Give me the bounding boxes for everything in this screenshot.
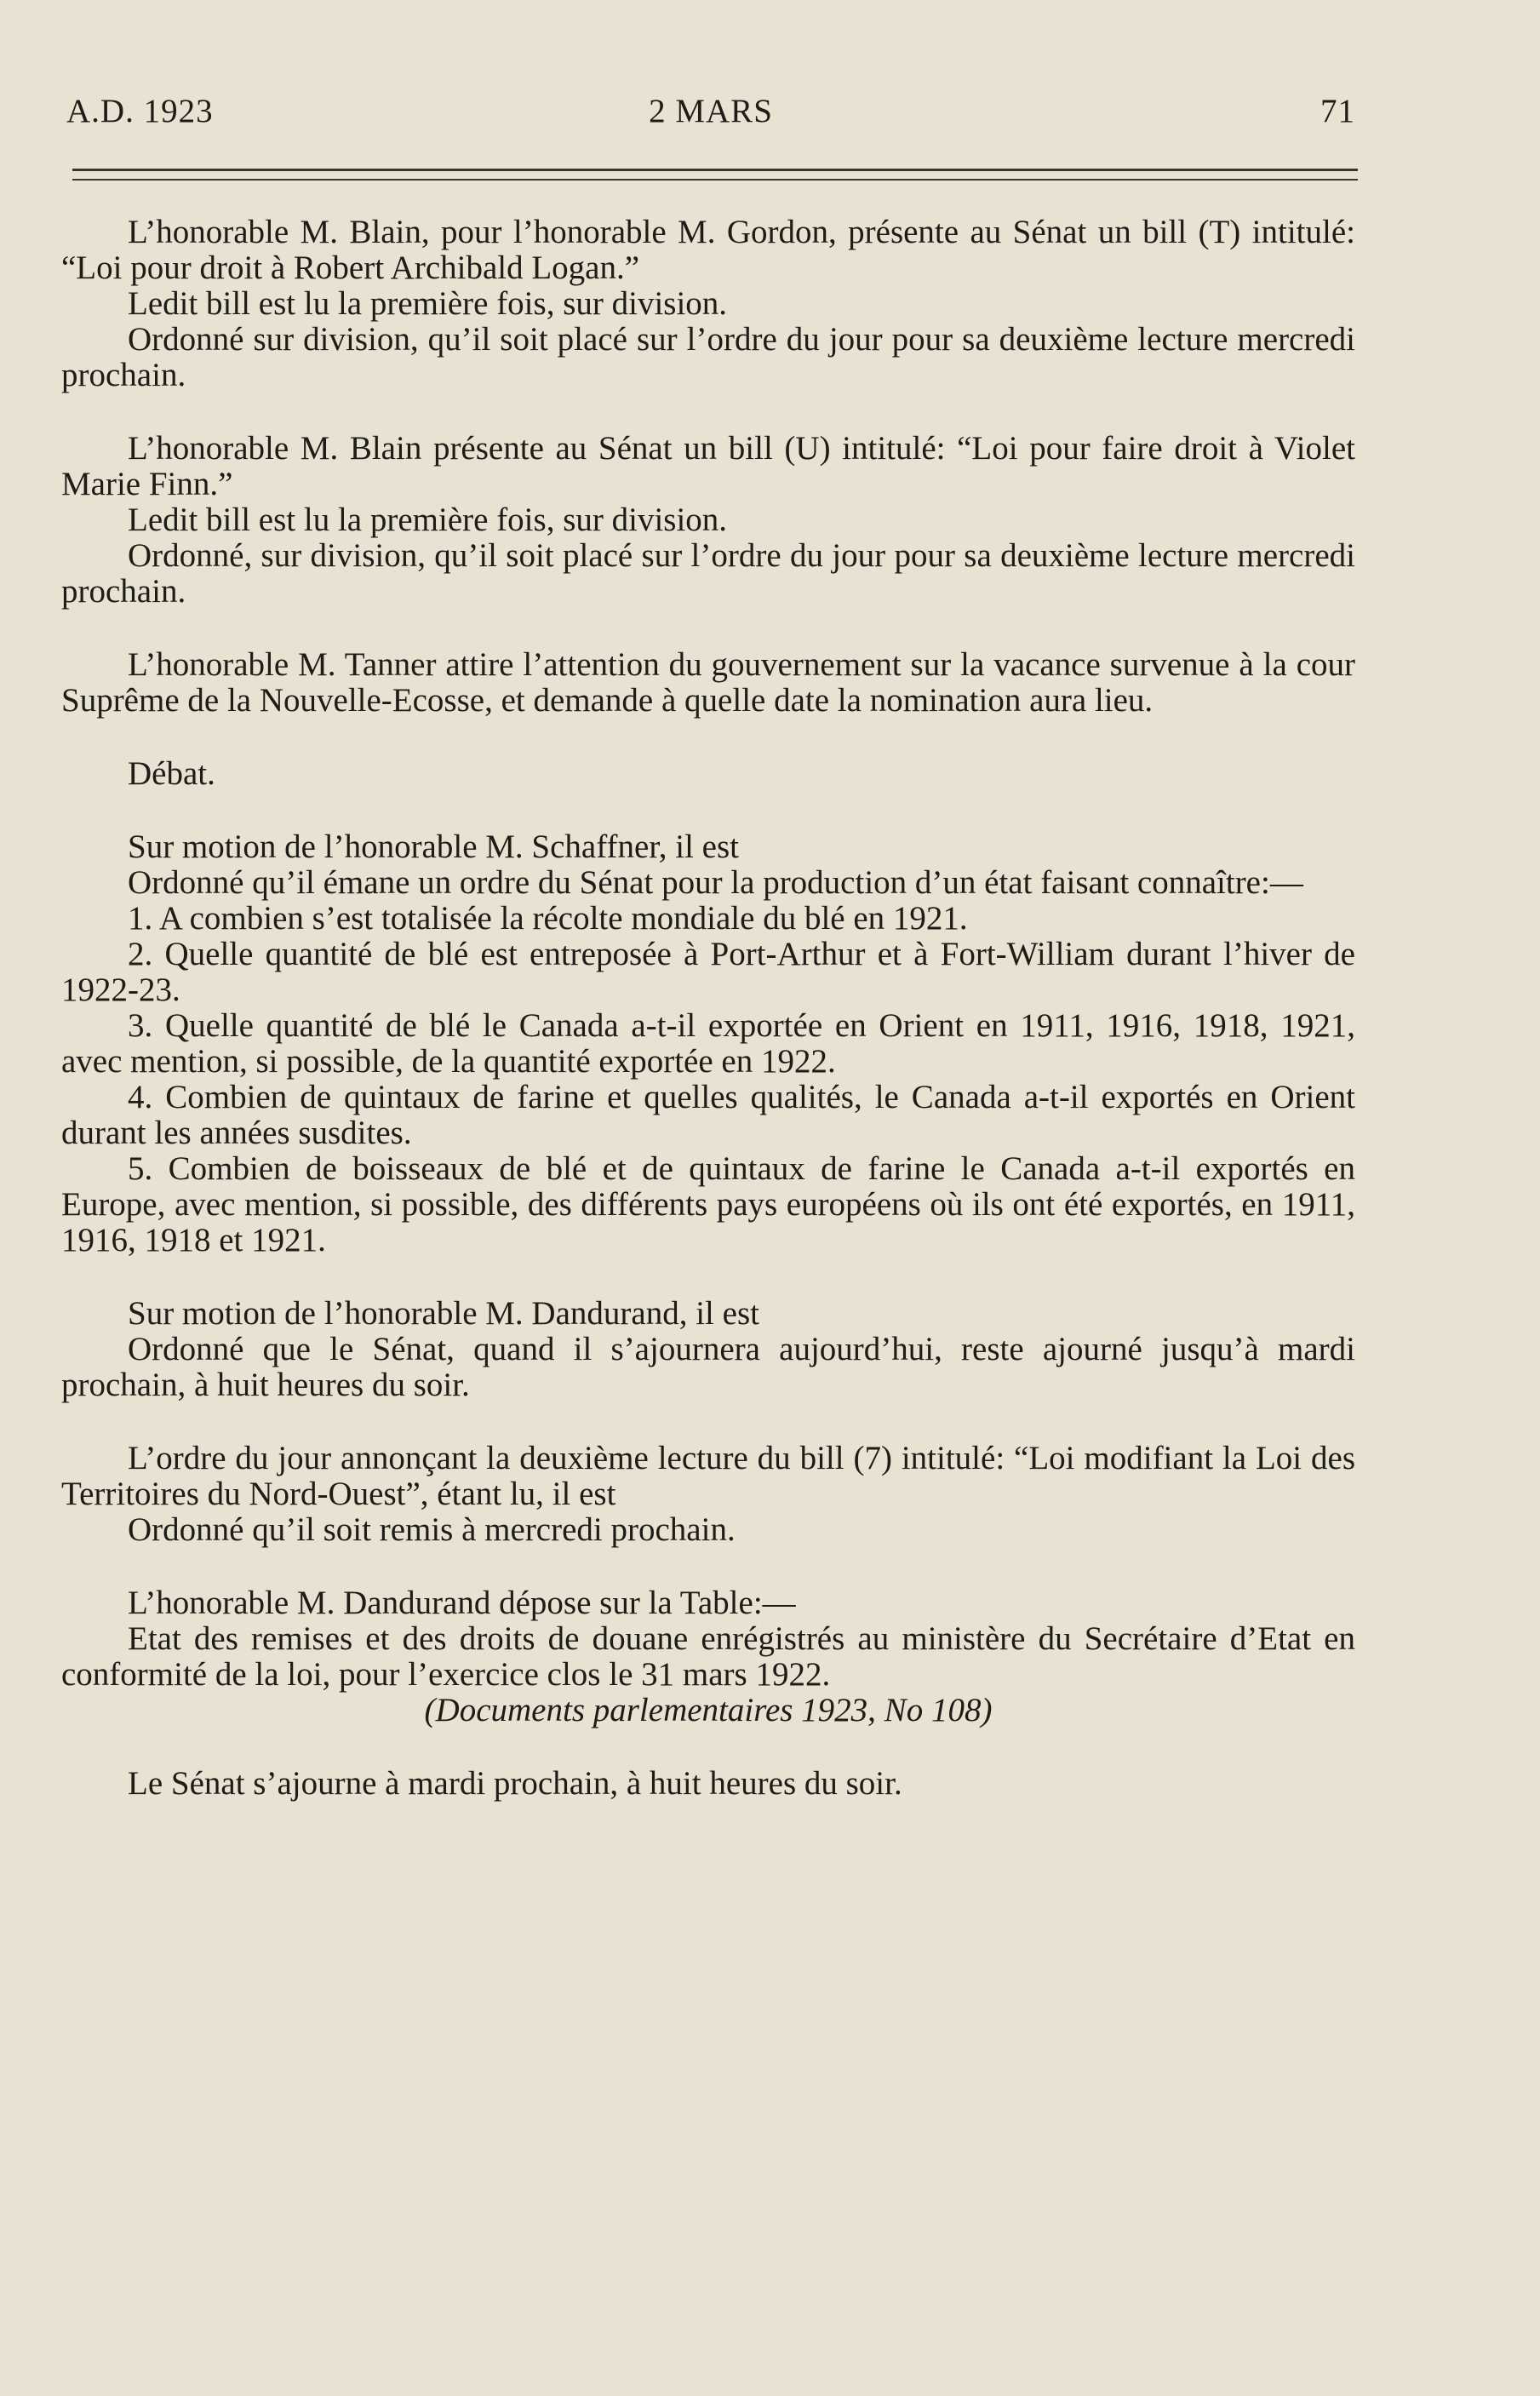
spacer [61,719,1355,756]
header-rule-top [72,169,1358,171]
spacer [61,1258,1355,1296]
page-header [66,92,1355,135]
paragraph: L’honorable M. Blain présente au Sénat un bill (U) intitulé: “Loi pour faire droit à Violet Marie Finn.” [61,430,1355,502]
paragraph: Ordonné sur division, qu’il soit placé sur l’ordre du jour pour sa deuxième lecture mercredi prochain. [61,321,1355,393]
paragraph: L’ordre du jour annonçant la deuxième lecture du bill (7) intitulé: “Loi modifiant la Loi des Territoires du Nord-Ouest”, étant lu, il est [61,1440,1355,1512]
list-item: 4. Combien de quintaux de farine et quelles qualités, le Canada a-t-il exportés en Orient durant les années susdites. [61,1079,1355,1151]
paragraph: Etat des remises et des droits de douane enrégistrés au ministère du Secrétaire d’Etat en conformité de la loi, pour l’exercice clos le 31 mars 1922. [61,1620,1355,1693]
paragraph: L’honorable M. Tanner attire l’attention du gouvernement sur la vacance survenue à la cour Suprême de la Nouvelle-Ecosse, et demande à quelle date la nomination aura lieu. [61,646,1355,719]
header-year: A.D. 1923 [66,93,214,129]
paragraph: Ordonné qu’il soit remis à mercredi prochain. [128,1511,736,1548]
list-item: 5. Combien de boisseaux de blé et de quintaux de farine le Canada a-t-il exportés en Europe, avec mention, si possible, des différents pays européens où ils ont été exportés, en 1911, 1916, 1918 et 1921. [61,1150,1355,1258]
paragraph: Le Sénat s’ajourne à mardi prochain, à huit heures du soir. [128,1765,902,1802]
paragraph: Ordonné, sur division, qu’il soit placé sur l’ordre du jour pour sa deuxième lecture mercredi prochain. [61,537,1355,610]
list-item: 1. A combien s’est totalisée la récolte mondiale du blé en 1921. [128,900,968,937]
spacer [61,393,1355,431]
document-reference: (Documents parlementaires 1923, No 108) [424,1692,993,1728]
paragraph: Sur motion de l’honorable M. Dandurand, il est [128,1295,759,1332]
header-rule-bottom [72,179,1358,181]
paragraph: Ledit bill est lu la première fois, sur division. [128,285,728,322]
paragraph: Sur motion de l’honorable M. Schaffner, il est [128,828,739,865]
list-item: 3. Quelle quantité de blé le Canada a-t-il exportée en Orient en 1911, 1916, 1918, 1921, avec mention, si possible, de la quantité exportée en 1922. [61,1007,1355,1080]
spacer [61,610,1355,647]
paragraph: Ordonné qu’il émane un ordre du Sénat pour la production d’un état faisant connaître:— [128,864,1303,901]
paragraph: Ledit bill est lu la première fois, sur division. [128,502,728,538]
paragraph: L’honorable M. Dandurand dépose sur la Table:— [128,1585,796,1621]
spacer [61,1728,1355,1766]
paragraph: Débat. [128,755,215,792]
spacer [61,1403,1355,1441]
page-number: 71 [1320,93,1355,129]
document-body [61,215,1355,1802]
list-item: 2. Quelle quantité de blé est entreposée à Port-Arthur et à Fort-William durant l’hiver de 1922-23. [61,936,1355,1008]
spacer [61,792,1355,829]
spacer [61,1548,1355,1585]
paragraph: Ordonné que le Sénat, quand il s’ajournera aujourd’hui, reste ajourné jusqu’à mardi prochain, à huit heures du soir. [61,1331,1355,1403]
header-date: 2 MARS [649,93,773,129]
paragraph: L’honorable M. Blain, pour l’honorable M. Gordon, présente au Sénat un bill (T) intitulé: “Loi pour droit à Robert Archibald Logan.” [61,214,1355,286]
